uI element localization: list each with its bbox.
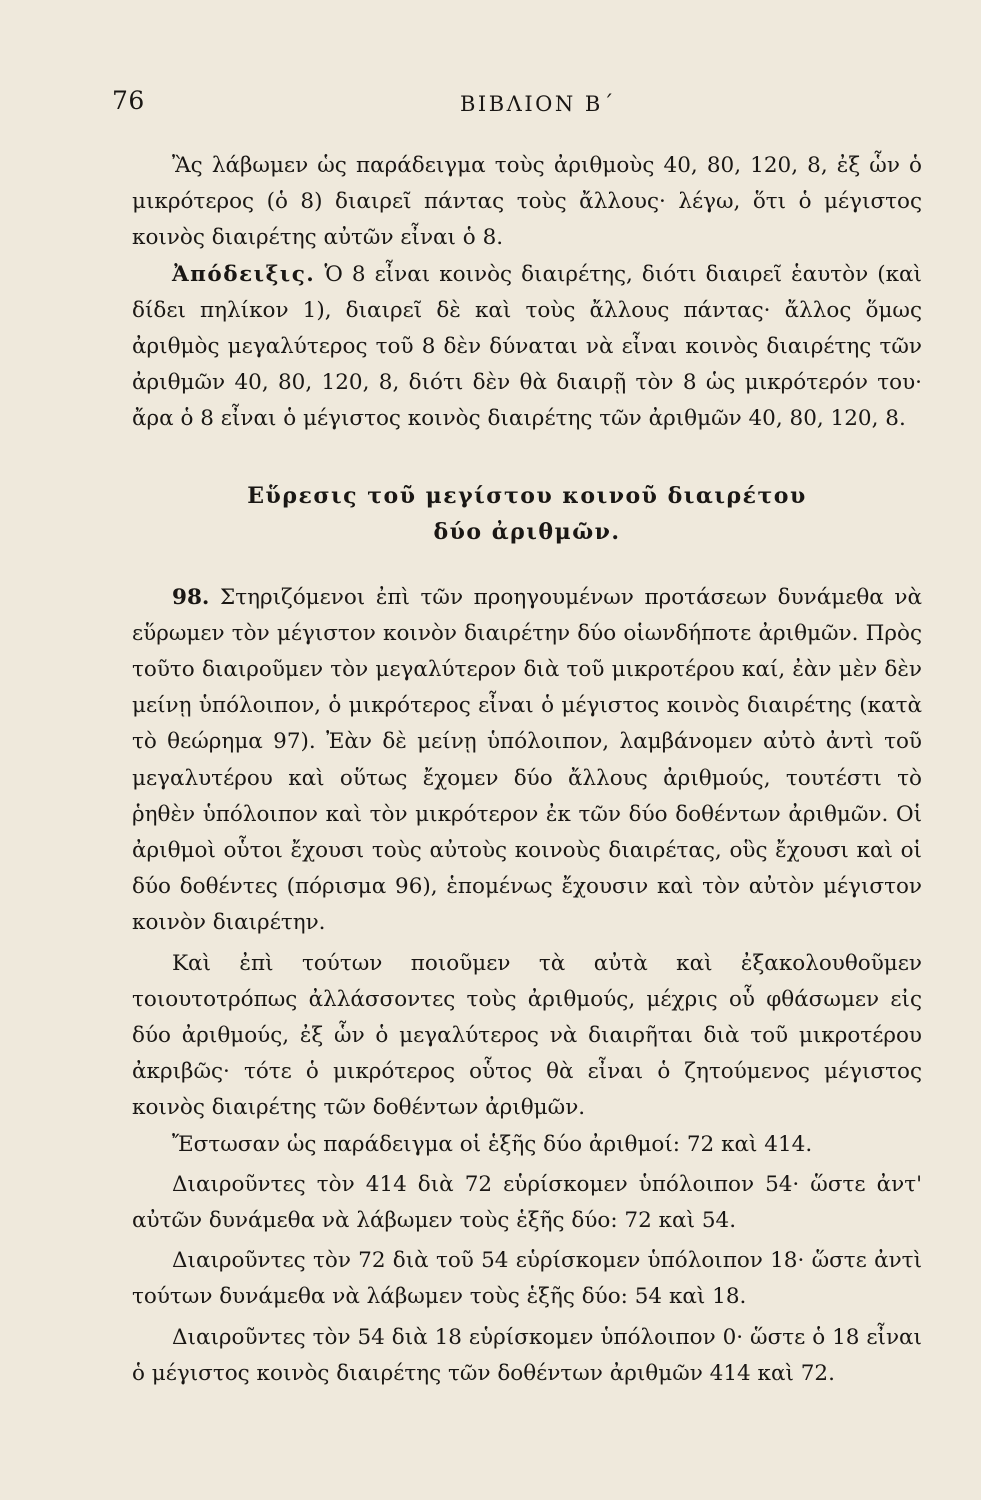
section-heading bbox=[132, 478, 922, 550]
method-paragraph bbox=[132, 580, 922, 942]
proof-text: Ὁ 8 εἶναι κοινὸς διαιρέτης, διότι διαιρεῖ ἑαυτὸν (καὶ δίδει πηλίκον 1), διαιρεῖ δὲ καὶ τοὺς ἄλλους πάντας· ἄλλος ὅμως ἀριθμὸς μεγαλύτερος τοῦ 8 δὲν δύναται νὰ εἶναι κοινὸς διαιρέτης τῶν ἀριθμῶν 40, 80, 120, 8, διότι δὲν θὰ διαιρῇ τὸν 8 ὡς μικρότερόν του· ἄρα ὁ 8 εἶναι ὁ μέγιστος κοινὸς διαιρέτης τῶν ἀριθμῶν 40, 80, 120, 8. bbox=[132, 261, 922, 432]
example-paragraph: Ἂς λάβωμεν ὡς παράδειγμα τοὺς ἀριθμοὺς 40, 80, 120, 8, ἐξ ὧν ὁ μικρότερος (ὁ 8) διαιρεῖ πάντας τοὺς ἄλλους· λέγω, ὅτι ὁ μέγιστος κοινὸς διαιρέτης αὐτῶν εἶναι ὁ 8. bbox=[132, 153, 922, 251]
section-number: 98. bbox=[172, 584, 210, 610]
continuation-paragraph: Καὶ ἐπὶ τούτων ποιοῦμεν τὰ αὐτὰ καὶ ἐξακολουθοῦμεν τοιουτοτρόπως ἀλλάσσοντες τοὺς ἀριθμούς, μέχρις οὗ φθάσωμεν εἰς δύο ἀριθμούς, ἐξ ὧν ὁ μεγαλύτερος νὰ διαιρῆται διὰ τοῦ μικροτέρου ἀκριβῶς· τότε ὁ μικρότερος οὗτος θὰ εἶναι ὁ ζητούμενος μέγιστος κοινὸς διαιρέτης τῶν δοθέντων ἀριθμῶν. bbox=[132, 950, 922, 1121]
section-heading-line-1: Εὕρεσις τοῦ μεγίστου κοινοῦ διαιρέτου bbox=[247, 482, 807, 509]
section-heading-line-2: δύο ἀριθμῶν. bbox=[433, 518, 621, 545]
step-3-paragraph: Διαιροῦντες τὸν 54 διὰ 18 εὑρίσκομεν ὑπόλοιπον 0· ὥστε ὁ 18 εἶναι ὁ μέγιστος κοινὸς διαιρέτης τῶν δοθέντων ἀριθμῶν 414 καὶ 72. bbox=[132, 1324, 922, 1386]
proof-paragraph bbox=[132, 257, 922, 438]
page-number: 76 bbox=[112, 86, 145, 115]
step-1-paragraph: Διαιροῦντες τὸν 414 διὰ 72 εὑρίσκομεν ὑπόλοιπον 54· ὥστε ἀντ' αὐτῶν δυνάμεθα νὰ λάβωμεν τοὺς ἑξῆς δύο: 72 καὶ 54. bbox=[132, 1171, 922, 1234]
step-2-paragraph: Διαιροῦντες τὸν 72 διὰ τοῦ 54 εὑρίσκομεν ὑπόλοιπον 18· ὥστε ἀντὶ τούτων δυνάμεθα νὰ λάβωμεν τοὺς ἑξῆς δύο: 54 καὶ 18. bbox=[132, 1248, 922, 1310]
running-title: ΒΙΒΛΙΟΝ Β΄ bbox=[460, 92, 616, 116]
text-body bbox=[132, 148, 922, 1392]
example-intro-paragraph: Ἔστωσαν ὡς παράδειγμα οἱ ἑξῆς δύο ἀριθμοί: 72 καὶ 414. bbox=[172, 1131, 813, 1157]
method-text: Στηριζόμενοι ἐπὶ τῶν προηγουμένων προτάσεων δυνάμεθα νὰ εὕρωμεν τὸν μέγιστον κοινὸν διαιρέτην δύο οἱωνδήποτε ἀριθμῶν. Πρὸς τοῦτο διαιροῦμεν τὸν μεγαλύτερον διὰ τοῦ μικροτέρου καί, ἐὰν μὲν δὲν μείνῃ ὑπόλοιπον, ὁ μικρότερος εἶναι ὁ μέγιστος κοινὸς διαιρέτης (κατὰ τὸ θεώρημα 97). Ἐὰν δὲ μείνῃ ὑπόλοιπον, λαμβάνομεν αὐτὸ ἀντὶ τοῦ μεγαλυτέρου καὶ οὕτως ἔχομεν δύο ἄλλους ἀριθμούς, τουτέστι τὸ ῥηθὲν ὑπόλοιπον καὶ τὸν μικρότερον ἐκ τῶν δύο δοθέντων ἀριθμῶν. Οἱ ἀριθμοὶ οὗτοι ἔχουσι τοὺς αὐτοὺς κοινοὺς διαιρέτας, οὓς ἔχουσι καὶ οἱ δύο δοθέντες (πόρισμα 96), ἑπομένως ἔχουσιν καὶ τὸν αὐτὸν μέγιστον κοινὸν διαιρέτην. bbox=[132, 584, 922, 936]
proof-label: Ἀπόδειξις. bbox=[172, 261, 316, 287]
